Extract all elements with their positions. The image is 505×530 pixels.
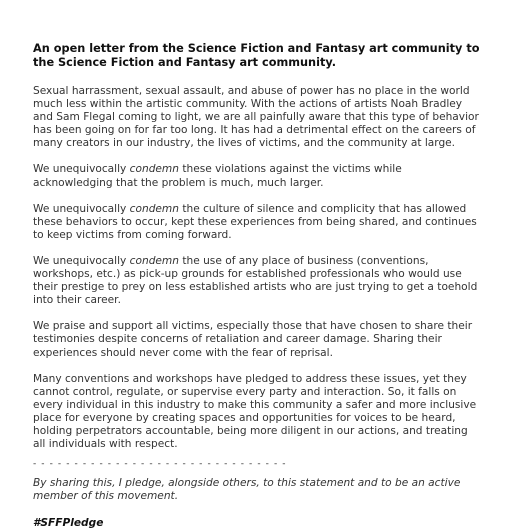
condemn-culture-text: the culture of silence and complicity that has allowed these behaviors to occur, kept these experiences from being shared, and continues to keep victims from coming forward. <box>33 202 477 241</box>
condemn-venues-text: the use of any place of business (conventions, workshops, etc.) as pick-up grounds for established professionals who would use their prestige to prey on less established artists who are just trying to get a toehold into their career. <box>33 254 478 307</box>
condemn-culture-paragraph <box>33 203 483 242</box>
condemn-emphasis: condemn <box>129 163 179 176</box>
condemn-prefix: We unequivocally <box>33 163 127 176</box>
open-letter <box>33 42 483 530</box>
letter-title: An open letter from the Science Fiction and Fantasy art community to the Science Fiction and Fantasy art community. <box>33 42 480 69</box>
pledge-hashtag: #SFFPledge <box>33 517 104 530</box>
support-paragraph: We praise and support all victims, especially those that have chosen to share their testimonies despite concerns of retaliation and career damage. Sharing their experiences should never come with the fear of reprisal. <box>33 320 473 359</box>
condemn-prefix: We unequivocally <box>33 202 127 215</box>
pledge-statement: By sharing this, I pledge, alongside others, to this statement and to be an active member of this movement. <box>33 477 461 503</box>
conventions-paragraph: Many conventions and workshops have pledged to address these issues, yet they cannot control, regulate, or supervise every party and interaction. So, it falls on every individual in this industry to make this community a safer and more inclusive place for everyone by creating spaces and opportunities for voices to be heard, holding perpetrators accountable, being more diligent in our actions, and treating all individuals with respect. <box>33 372 477 451</box>
intro-paragraph: Sexual harrassment, sexual assault, and abuse of power has no place in the world much less within the artistic community. With the actions of artists Noah Bradley and Sam Flegal coming to light, we are all painfully aware that this type of behavior has been going on for far too long. It has had a detrimental effect on the careers of many creators in our industry, the lives of victims, and the community at large. <box>33 85 479 150</box>
separator-line: - - - - - - - - - - - - - - - - - - - - - - - - - - - - - - - <box>33 459 287 470</box>
condemn-emphasis: condemn <box>129 254 179 267</box>
condemn-violations-text: these violations against the victims while acknowledging that the problem is much, much larger. <box>33 163 402 189</box>
condemn-prefix: We unequivocally <box>33 254 127 267</box>
condemn-venues-paragraph <box>33 255 483 307</box>
condemn-violations-paragraph <box>33 163 483 189</box>
condemn-emphasis: condemn <box>129 202 179 215</box>
